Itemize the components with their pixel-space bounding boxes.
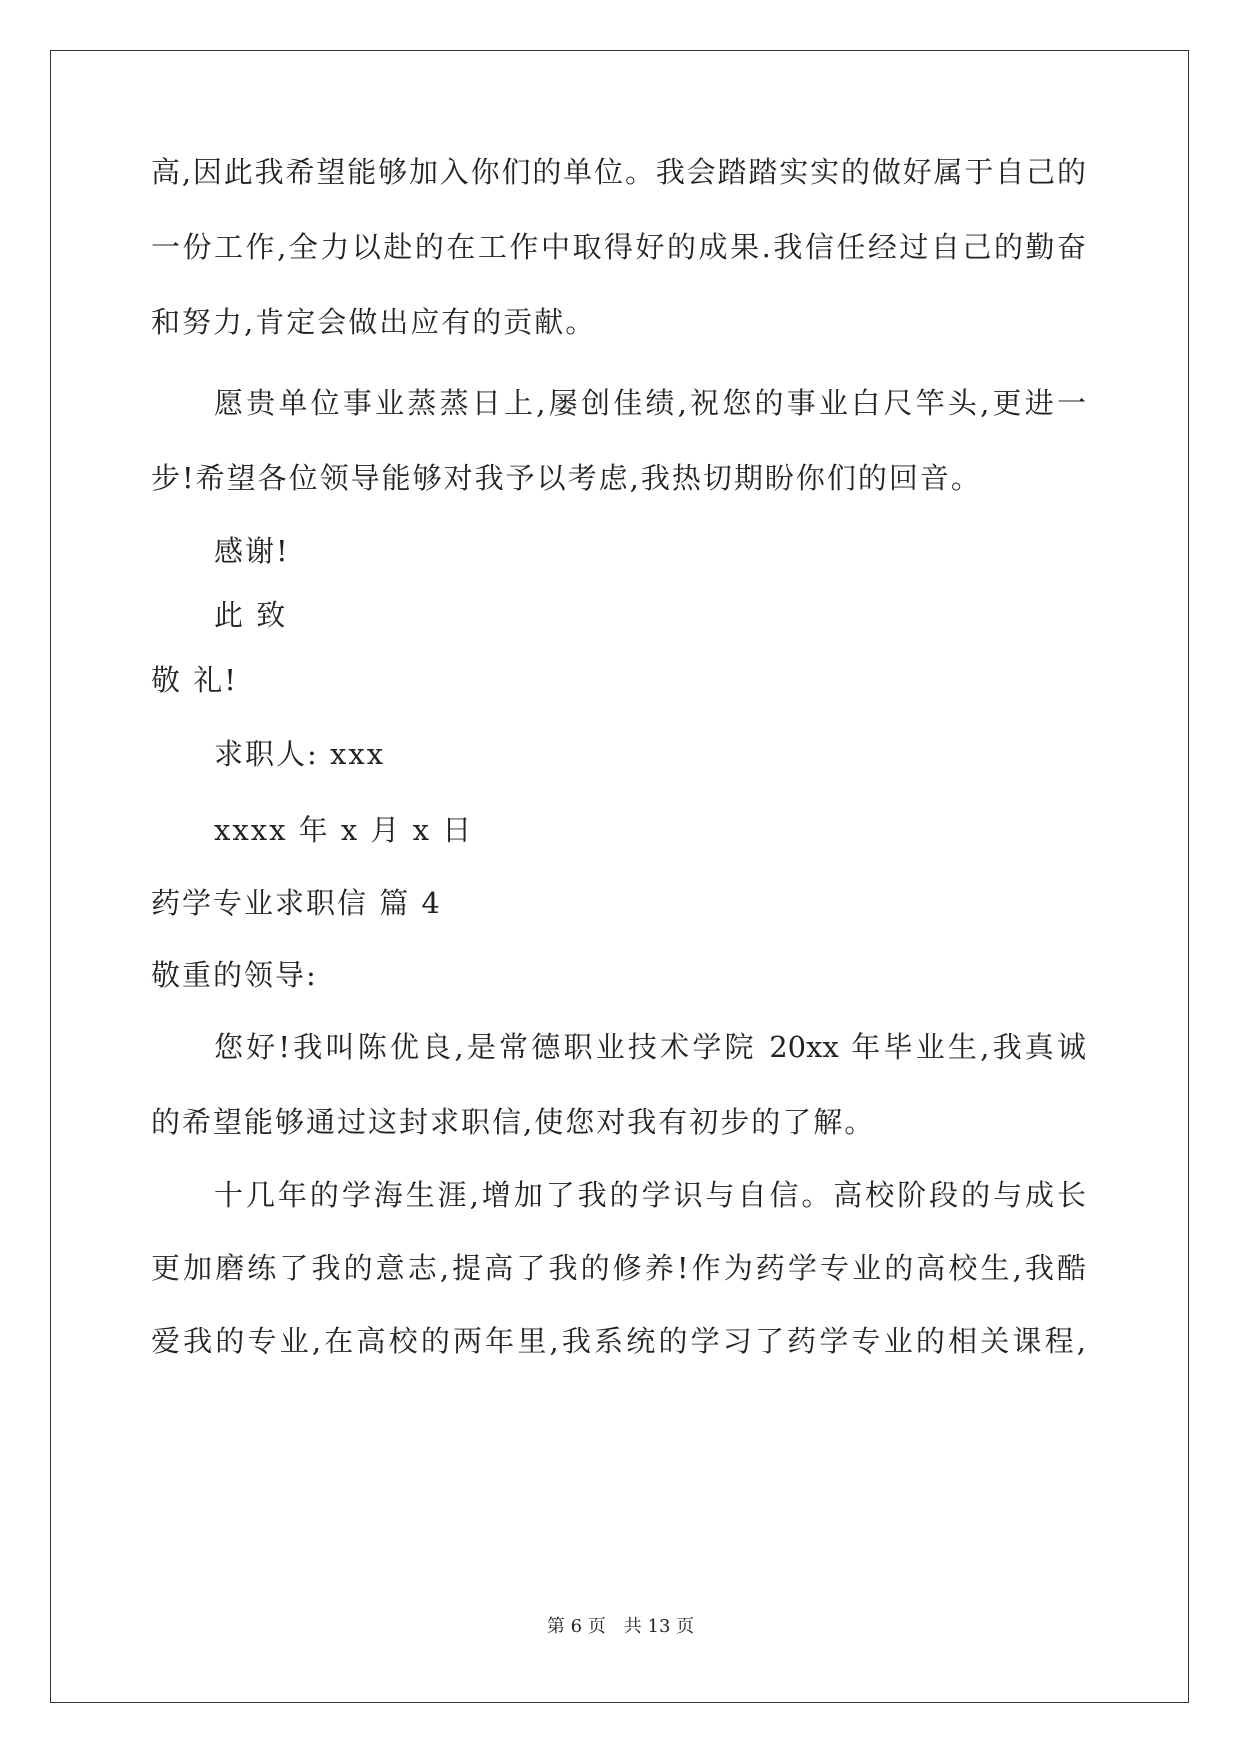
body-line: 十几年的学海生涯,增加了我的学识与自信。高校阶段的与成长 bbox=[214, 1178, 1086, 1212]
page-number: 第 6 页 bbox=[546, 1616, 606, 1637]
page-total: 共 13 页 bbox=[623, 1616, 695, 1637]
applicant-line: 求职人: xxx bbox=[214, 737, 386, 771]
body-line: 高,因此我希望能够加入你们的单位。我会踏踏实实的做好属于自己的 bbox=[151, 155, 1086, 189]
page-frame bbox=[50, 50, 1189, 1703]
section-title: 药学专业求职信 篇 4 bbox=[151, 886, 442, 920]
page-footer bbox=[0, 1615, 1241, 1639]
thanks-line: 感谢! bbox=[214, 534, 290, 568]
date-line: xxxx 年 x 月 x 日 bbox=[214, 813, 474, 847]
body-line: 更加磨练了我的意志,提高了我的修养!作为药学专业的高校生,我酷 bbox=[151, 1251, 1086, 1285]
body-line: 步!希望各位领导能够对我予以考虑,我热切期盼你们的回音。 bbox=[151, 461, 982, 495]
body-line: 一份工作,全力以赴的在工作中取得好的成果.我信任经过自己的勤奋 bbox=[151, 230, 1086, 264]
body-line: 的希望能够通过这封求职信,使您对我有初步的了解。 bbox=[151, 1105, 876, 1139]
body-line: 爱我的专业,在高校的两年里,我系统的学习了药学专业的相关课程, bbox=[151, 1324, 1086, 1358]
salutation-line: 敬 礼! bbox=[151, 663, 238, 697]
body-line: 和努力,肯定会做出应有的贡献。 bbox=[151, 305, 597, 339]
body-line: 您好!我叫陈优良,是常德职业技术学院 20xx 年毕业生,我真诚 bbox=[214, 1030, 1086, 1064]
greeting-line: 敬重的领导: bbox=[151, 958, 318, 992]
salutation-line: 此 致 bbox=[214, 598, 288, 632]
body-line: 愿贵单位事业蒸蒸日上,屡创佳绩,祝您的事业白尺竿头,更进一 bbox=[214, 386, 1086, 420]
